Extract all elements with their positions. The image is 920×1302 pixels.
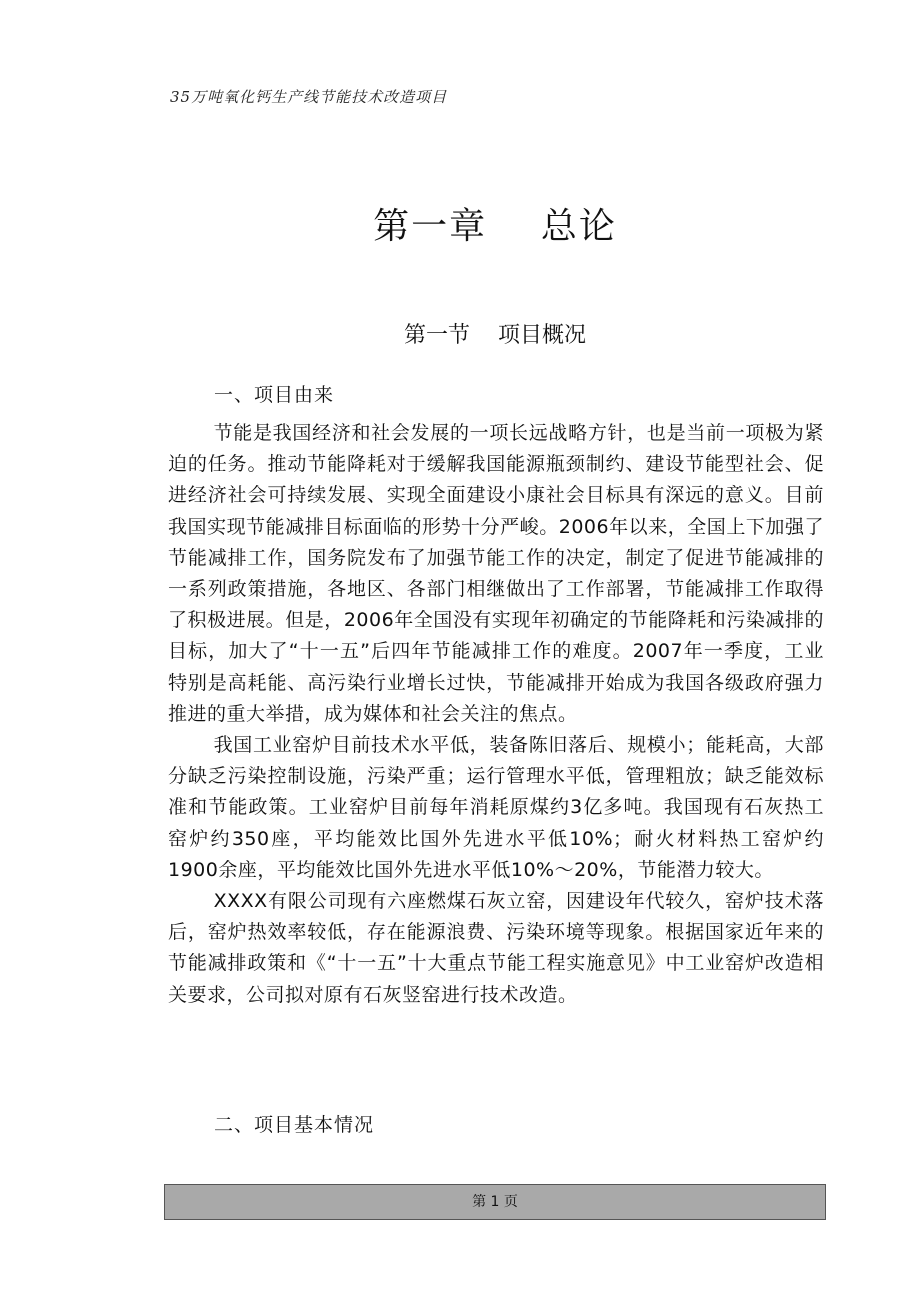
subsection-heading-basic-info: 二、项目基本情况	[214, 1114, 375, 1136]
section-title: 第一节 项目概况	[404, 323, 586, 348]
body-text	[168, 418, 824, 1011]
paragraph: XXXX有限公司现有六座燃煤石灰立窑，因建设年代较久，窑炉技术落后，窑炉热效率较低，存在能源浪费、污染环境等现象。根据国家近年来的节能减排政策和《“十一五”十大重点节能工程实施意见》中工业窑炉改造相关要求，公司拟对原有石灰竖窑进行技术改造。	[168, 890, 824, 1006]
chapter-title: 第一章 总论	[373, 206, 617, 247]
paragraph: 我国工业窑炉目前技术水平低，装备陈旧落后、规模小；能耗高，大部分缺乏污染控制设施，污染严重；运行管理水平低，管理粗放；缺乏能效标准和节能政策。工业窑炉目前每年消耗原煤约3亿多吨。我国现有石灰热工窑炉约350座，平均能效比国外先进水平低10%；耐火材料热工窑炉约1900余座，平均能效比国外先进水平低10%～20%，节能潜力较大。	[168, 734, 824, 881]
paragraph: 节能是我国经济和社会发展的一项长远战略方针，也是当前一项极为紧迫的任务。推动节能降耗对于缓解我国能源瓶颈制约、建设节能型社会、促进经济社会可持续发展、实现全面建设小康社会目标具有深远的意义。目前我国实现节能减排目标面临的形势十分严峻。2006年以来，全国上下加强了节能减排工作，国务院发布了加强节能工作的决定，制定了促进节能减排的一系列政策措施，各地区、各部门相继做出了工作部署，节能减排工作取得了积极进展。但是，2006年全国没有实现年初确定的节能降耗和污染减排的目标，加大了“十一五”后四年节能减排工作的难度。2007年一季度，工业特别是高耗能、高污染行业增长过快，节能减排开始成为我国各级政府强力推进的重大举措，成为媒体和社会关注的焦点。	[168, 422, 824, 725]
page-footer	[164, 1184, 826, 1220]
running-header: 35万吨氧化钙生产线节能技术改造项目	[170, 88, 448, 106]
page-number: 第 1 页	[472, 1194, 518, 1210]
subsection-heading-origin: 一、项目由来	[214, 384, 335, 406]
